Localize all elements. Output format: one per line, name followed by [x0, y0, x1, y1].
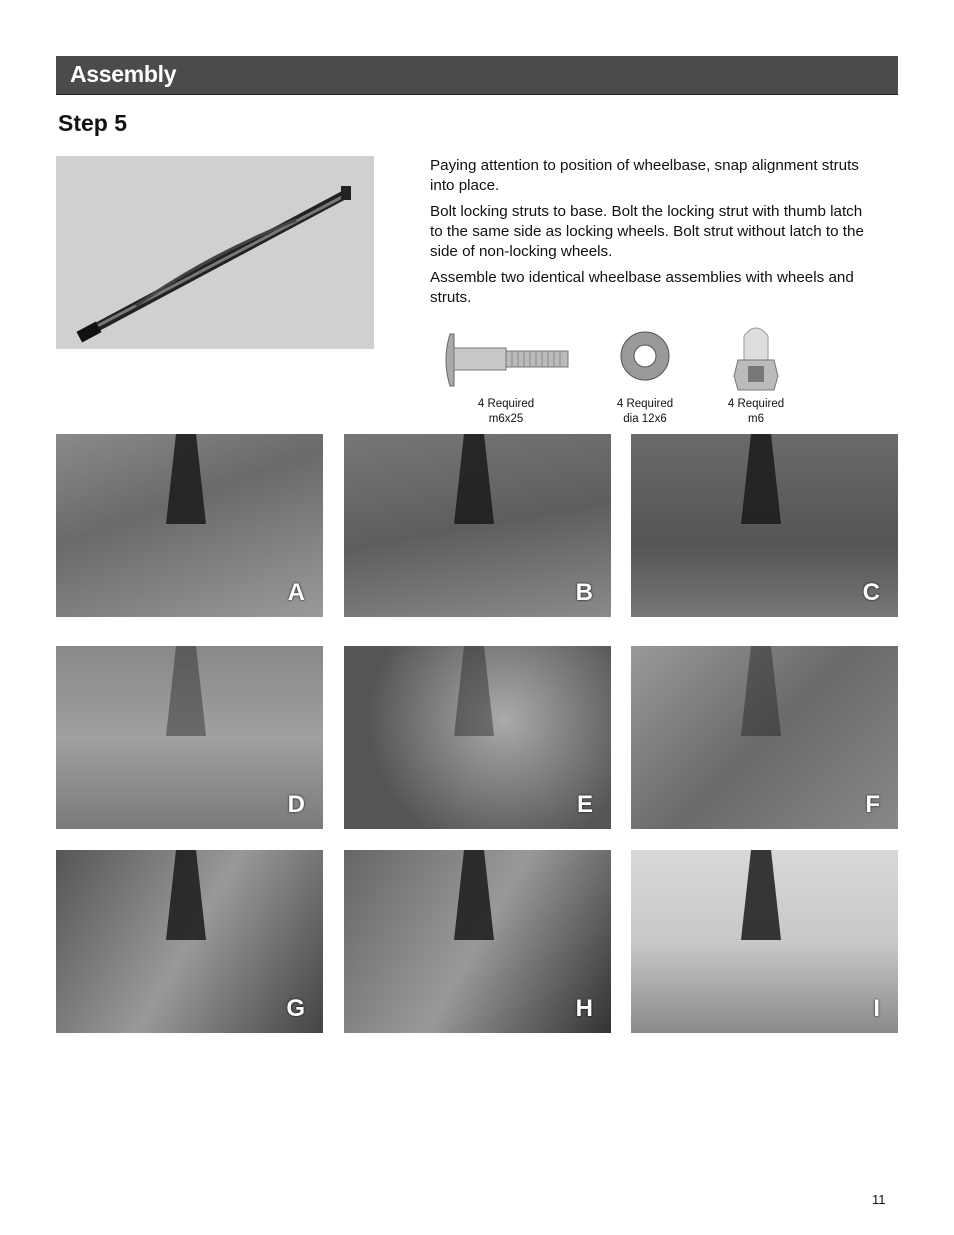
step-title: Step 5: [58, 110, 128, 136]
photo-label: D: [287, 791, 305, 818]
bolt-icon: [440, 326, 572, 392]
instruction-2: Bolt locking struts to base. Bolt the locking strut with thumb latch to the same side as locking wheels. Bolt strut without latch to the side of non-locking wheels.: [430, 203, 864, 260]
photo-label: I: [873, 995, 880, 1022]
assembly-photo-d: [56, 646, 323, 829]
washer-icon: [600, 326, 690, 392]
photo-label: A: [287, 579, 305, 606]
assembly-photo-c: [631, 434, 898, 617]
photo-label: E: [576, 791, 593, 818]
hardware-bolt: [440, 326, 572, 427]
hardware-washer: [600, 326, 690, 427]
instructions: [430, 156, 870, 314]
hardware-qty: 4 Required: [727, 398, 785, 410]
hardware-spec: m6: [748, 413, 764, 425]
section-title: Assembly: [70, 61, 177, 87]
assembly-photo-a: [56, 434, 323, 617]
photo-label: C: [862, 579, 880, 606]
assembly-photo-f: [631, 646, 898, 829]
hardware-cap-nut: [716, 320, 796, 427]
instruction-1: Paying attention to position of wheelbase, snap alignment struts into place.: [430, 157, 859, 194]
assembly-photo-e: [344, 646, 611, 829]
assembly-photo-h: [344, 850, 611, 1033]
hardware-spec: m6x25: [488, 413, 524, 425]
hardware-qty: 4 Required: [616, 398, 674, 410]
photo-label: F: [865, 791, 880, 818]
hardware-spec: dia 12x6: [623, 413, 667, 425]
page-number: 11: [872, 1192, 886, 1207]
cap-nut-icon: [716, 320, 796, 392]
assembly-photo-b: [344, 434, 611, 617]
instruction-3: Assemble two identical wheelbase assemblies with wheels and struts.: [430, 269, 854, 306]
photo-label: B: [575, 579, 593, 606]
hardware-qty: 4 Required: [477, 398, 535, 410]
assembly-photo-i: [631, 850, 898, 1033]
photo-label: G: [286, 995, 305, 1022]
strut-illustration: [56, 156, 374, 349]
photo-label: H: [575, 995, 593, 1022]
assembly-photo-g: [56, 850, 323, 1033]
section-header: [56, 56, 898, 95]
